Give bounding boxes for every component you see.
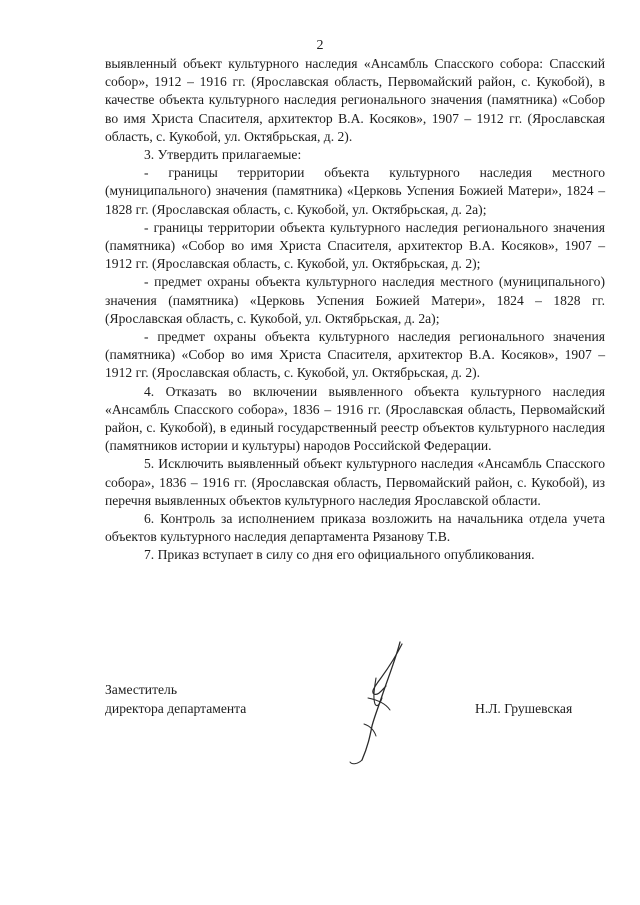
paragraph-continuation: выявленный объект культурного наследия «Ансамбль Спасского собора: Спасский собор», 1912 – 1916 гг. (Ярославская область, Первомайский район, с. Кукобой), в качестве объекта культурного наследия регионального значения (памятника) «Собор во имя Христа Спасителя, архитектор В.А. Косяков», 1907 – 1912 гг. (Ярославская область, с. Кукобой, ул. Октябрьская, д. 2).: [105, 56, 605, 144]
paragraph-item-5: 5. Исключить выявленный объект культурного наследия «Ансамбль Спасского собора», 1836 – 1916 гг. (Ярославская область, Первомайский район, с. Кукобой), из перечня выявленных объектов культурного наследия Ярославской области.: [105, 456, 605, 508]
signatory-position-line-2: директора департамента: [105, 700, 247, 716]
list-item-protection-church: - предмет охраны объекта культурного наследия местного (муниципального) значения (памятника) «Церковь Успения Божией Матери», 1824 – 1828 гг. (Ярославская область, с. Кукобой, ул. Октябрьская, д. 2а);: [105, 274, 605, 326]
page-number: 2: [316, 38, 324, 53]
signatory-name: Н.Л. Грушевская: [475, 701, 573, 716]
paragraph-item-4: 4. Отказать во включении выявленного объекта культурного наследия «Ансамбль Спасского собора», 1836 – 1916 гг. (Ярославская область, Первомайский район, с. Кукобой), в единый государственный реестр объектов культурного наследия (памятников истории и культуры) народов Российской Федерации.: [105, 383, 605, 454]
paragraph-item-3: 3. Утвердить прилагаемые:: [144, 147, 302, 163]
list-item-territory-cathedral: - границы территории объекта культурного наследия регионального значения (памятника) «Собор во имя Христа Спасителя, архитектор В.А. Косяков», 1907 – 1912 гг. (Ярославская область, с. Кукобой, ул. Октябрьская, д. 2);: [105, 219, 605, 272]
list-item-territory-church: - границы территории объекта культурного наследия местного (муниципального) значения (памятника) «Церковь Успения Божией Матери», 1824 – 1828 гг. (Ярославская область, с. Кукобой, ул. Октябрьская, д. 2а);: [105, 165, 605, 217]
signatory-position-line-1: Заместитель: [105, 682, 178, 697]
paragraph-item-6: 6. Контроль за исполнением приказа возложить на начальника отдела учета объектов культурного наследия департамента Рязанову Т.В.: [105, 511, 605, 545]
document-body: [105, 55, 605, 565]
paragraph-item-7: 7. Приказ вступает в силу со дня его официального опубликования.: [144, 547, 535, 563]
list-item-protection-cathedral: - предмет охраны объекта культурного наследия регионального значения (памятника) «Собор во имя Христа Спасителя, архитектор В.А. Косяков», 1907 – 1912 гг. (Ярославская область, с. Кукобой, ул. Октябрьская, д. 2).: [105, 329, 605, 381]
handwritten-signature: [338, 638, 418, 768]
signatory-position: [105, 681, 246, 718]
